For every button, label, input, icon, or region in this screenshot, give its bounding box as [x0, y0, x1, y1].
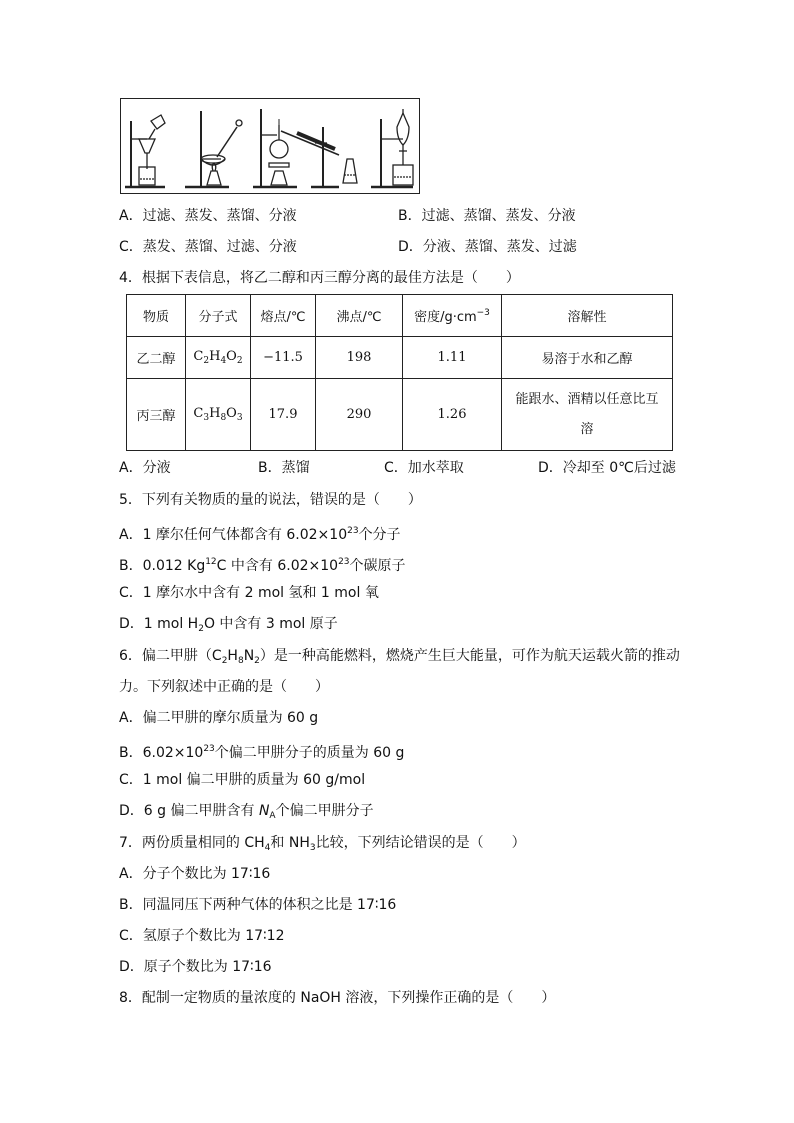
q3-options-row-1 — [119, 206, 679, 226]
cell-substance: 乙二醇 — [127, 337, 186, 379]
q6-option-d[interactable]: D．6 g 偏二甲肼含有 $N_A$个偏二甲肼分子 — [119, 803, 374, 821]
q6-option-a[interactable]: A．偏二甲肼的摩尔质量为 60 g — [119, 710, 319, 726]
filtration-apparatus — [125, 115, 165, 187]
table-header-row — [127, 295, 673, 337]
header-substance: 物质 — [127, 295, 186, 337]
q4-option-d[interactable]: D．冷却至 0℃后过滤 — [538, 460, 676, 476]
q3-option-c[interactable]: C．蒸发、蒸馏、过滤、分液 — [119, 239, 297, 255]
cell-solubility: 能跟水、酒精以任意比互 溶 — [502, 379, 673, 451]
density-exponent: −3 — [476, 308, 490, 318]
q3-options-row-2 — [119, 237, 679, 257]
q7-stem: 7．两份质量相同的 $CH_4$和 $NH_3$比较，下列结论错误的是（ ） — [119, 835, 526, 853]
q6-option-b[interactable]: B．$6.02\times 10^{23}$个偏二甲肼分子的质量为 60 g — [119, 744, 405, 761]
header-melting-point: 熔点/℃ — [251, 295, 316, 337]
cell-formula: $C_2H_4O_2$ — [186, 337, 251, 379]
cell-formula: $C_3H_8O_3$ — [186, 379, 251, 451]
table-row — [127, 337, 673, 379]
header-solubility: 溶解性 — [502, 295, 673, 337]
header-formula: 分子式 — [186, 295, 251, 337]
cell-substance: 丙三醇 — [127, 379, 186, 451]
q7-option-a[interactable]: A．分子个数比为 17∶16 — [119, 866, 271, 882]
apparatus-figure — [120, 98, 420, 194]
q6-stem-line-2: 力。下列叙述中正确的是（ ） — [119, 679, 329, 695]
q5-option-a[interactable]: A．1 摩尔任何气体都含有 $6.02\times 10^{23}$个分子 — [119, 526, 401, 543]
q7-option-b[interactable]: B．同温同压下两种气体的体积之比是 17∶16 — [119, 897, 397, 913]
q5-stem: 5．下列有关物质的量的说法，错误的是（ ） — [119, 492, 422, 508]
cell-boiling-point: 198 — [316, 337, 403, 379]
q7-option-c[interactable]: C．氢原子个数比为 17∶12 — [119, 928, 285, 944]
q4-option-c[interactable]: C．加水萃取 — [384, 460, 464, 476]
separatory-funnel-apparatus — [371, 109, 413, 187]
density-label: 密度/g·cm — [414, 310, 477, 325]
distillation-apparatus — [253, 109, 357, 187]
table-row — [127, 379, 673, 451]
q4-stem: 4．根据下表信息，将乙二醇和丙三醇分离的最佳方法是（ ） — [119, 270, 520, 286]
cell-boiling-point: 290 — [316, 379, 403, 451]
evaporation-apparatus — [185, 111, 242, 187]
cell-density: 1.26 — [403, 379, 502, 451]
cell-density: 1.11 — [403, 337, 502, 379]
q3-option-b[interactable]: B．过滤、蒸馏、蒸发、分液 — [398, 208, 576, 224]
q6-stem-line-1: 6．偏二甲肼$(C_2H_8N_2)$是一种高能燃料，燃烧产生巨大能量，可作为航天运载火箭的推动 — [119, 648, 680, 666]
q3-option-a[interactable]: A．过滤、蒸发、蒸馏、分液 — [119, 208, 297, 224]
cell-solubility: 易溶于水和乙醇 — [502, 337, 673, 379]
q4-properties-table — [126, 294, 673, 451]
q7-option-d[interactable]: D．原子个数比为 17∶16 — [119, 959, 272, 975]
q5-option-b[interactable]: B．0.012 Kg$^{12}$C 中含有 $6.02\times 10^{23}$个碳原子 — [119, 557, 406, 574]
q5-option-c[interactable]: C．1 摩尔水中含有 2 mol 氢和 1 mol 氧 — [119, 585, 379, 601]
q3-option-d[interactable]: D．分液、蒸馏、蒸发、过滤 — [398, 239, 577, 255]
cell-melting-point: −11.5 — [251, 337, 316, 379]
header-density — [403, 295, 502, 337]
q4-option-b[interactable]: B．蒸馏 — [258, 460, 310, 476]
q8-stem: 8．配制一定物质的量浓度的 NaOH 溶液，下列操作正确的是（ ） — [119, 990, 556, 1006]
q5-option-d[interactable]: D．1 mol $H_2O$ 中含有 3 mol 原子 — [119, 616, 338, 634]
lab-apparatus-illustration — [121, 99, 419, 193]
q4-option-a[interactable]: A．分液 — [119, 460, 171, 476]
cell-melting-point: 17.9 — [251, 379, 316, 451]
header-boiling-point: 沸点/℃ — [316, 295, 403, 337]
q6-option-c[interactable]: C．1 mol 偏二甲肼的质量为 60 g/mol — [119, 772, 366, 788]
